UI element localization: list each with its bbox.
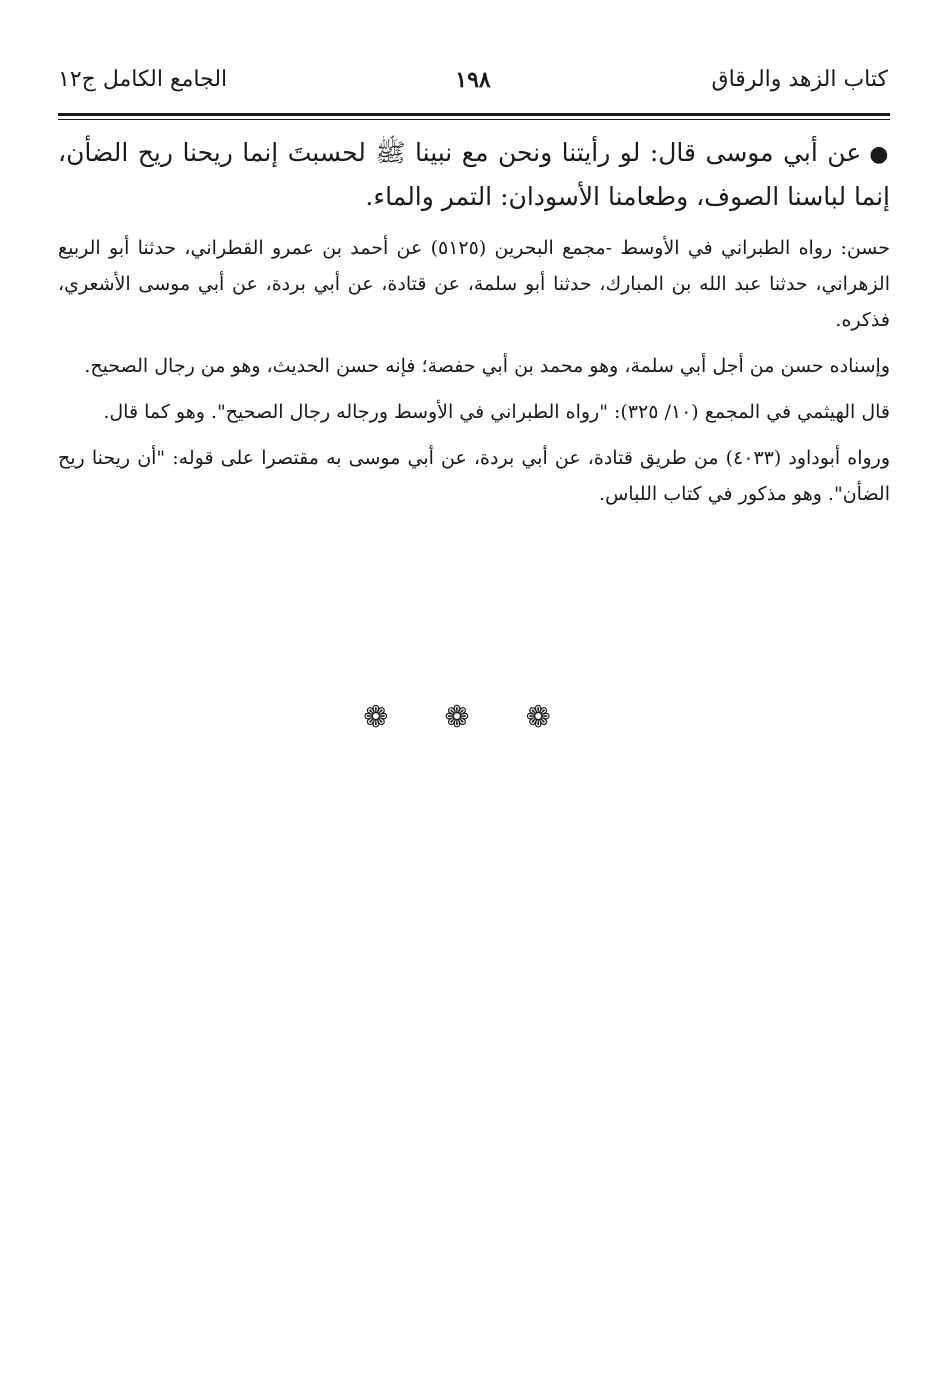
isnad-paragraph: وإسناده حسن من أجل أبي سلمة، وهو محمد بن أبي حفصة؛ فإنه حسن الحديث، وهو من رجال الصحيح. [84, 355, 890, 377]
main-content [58, 132, 890, 522]
haythami-paragraph: قال الهيثمي في المجمع (١٠/ ٣٢٥): "رواه الطبراني في الأوسط ورجاله رجال الصحيح". وهو كما قال. [103, 401, 890, 423]
page-number: ١٩٨ [455, 67, 491, 93]
header-rule-thin [58, 119, 890, 120]
page-header [58, 62, 888, 102]
hadith-text: عن أبي موسى قال: لو رأيتنا ونحن مع نبينا ﷺ لحسبتَ إنما ريحنا ريح الضأن، إنما لباسنا الصوف، وطعامنا الأسودان: التمر والماء. [58, 138, 890, 211]
section-divider [0, 700, 942, 735]
takhrij-paragraph: حسن: رواه الطبراني في الأوسط -مجمع البحرين (٥١٢٥) عن أحمد بن عمرو القطراني، حدثنا أبو الربيع الزهراني، حدثنا عبد الله بن المبارك، حدثنا أبو سلمة، عن قتادة، عن أبي بردة، عن أبي موسى الأشعري، فذكره. [58, 237, 890, 331]
hadith-text-block [58, 132, 890, 218]
series-title: الجامع الكامل ج١٢ [58, 67, 228, 92]
flower-ornament-icon: ❁ [363, 700, 417, 735]
bullet-icon: ● [869, 142, 890, 167]
flower-ornament-icon: ❁ [525, 700, 579, 735]
header-rule-thick [58, 113, 890, 116]
book-title: كتاب الزهد والرقاق [711, 67, 888, 92]
flower-ornament-icon: ❁ [444, 700, 498, 735]
abudawud-paragraph: ورواه أبوداود (٤٠٣٣) من طريق قتادة، عن أبي بردة، عن أبي موسى به مقتصرا على قوله: "أن ريحنا ريح الضأن". وهو مذكور في كتاب اللباس. [58, 447, 890, 505]
